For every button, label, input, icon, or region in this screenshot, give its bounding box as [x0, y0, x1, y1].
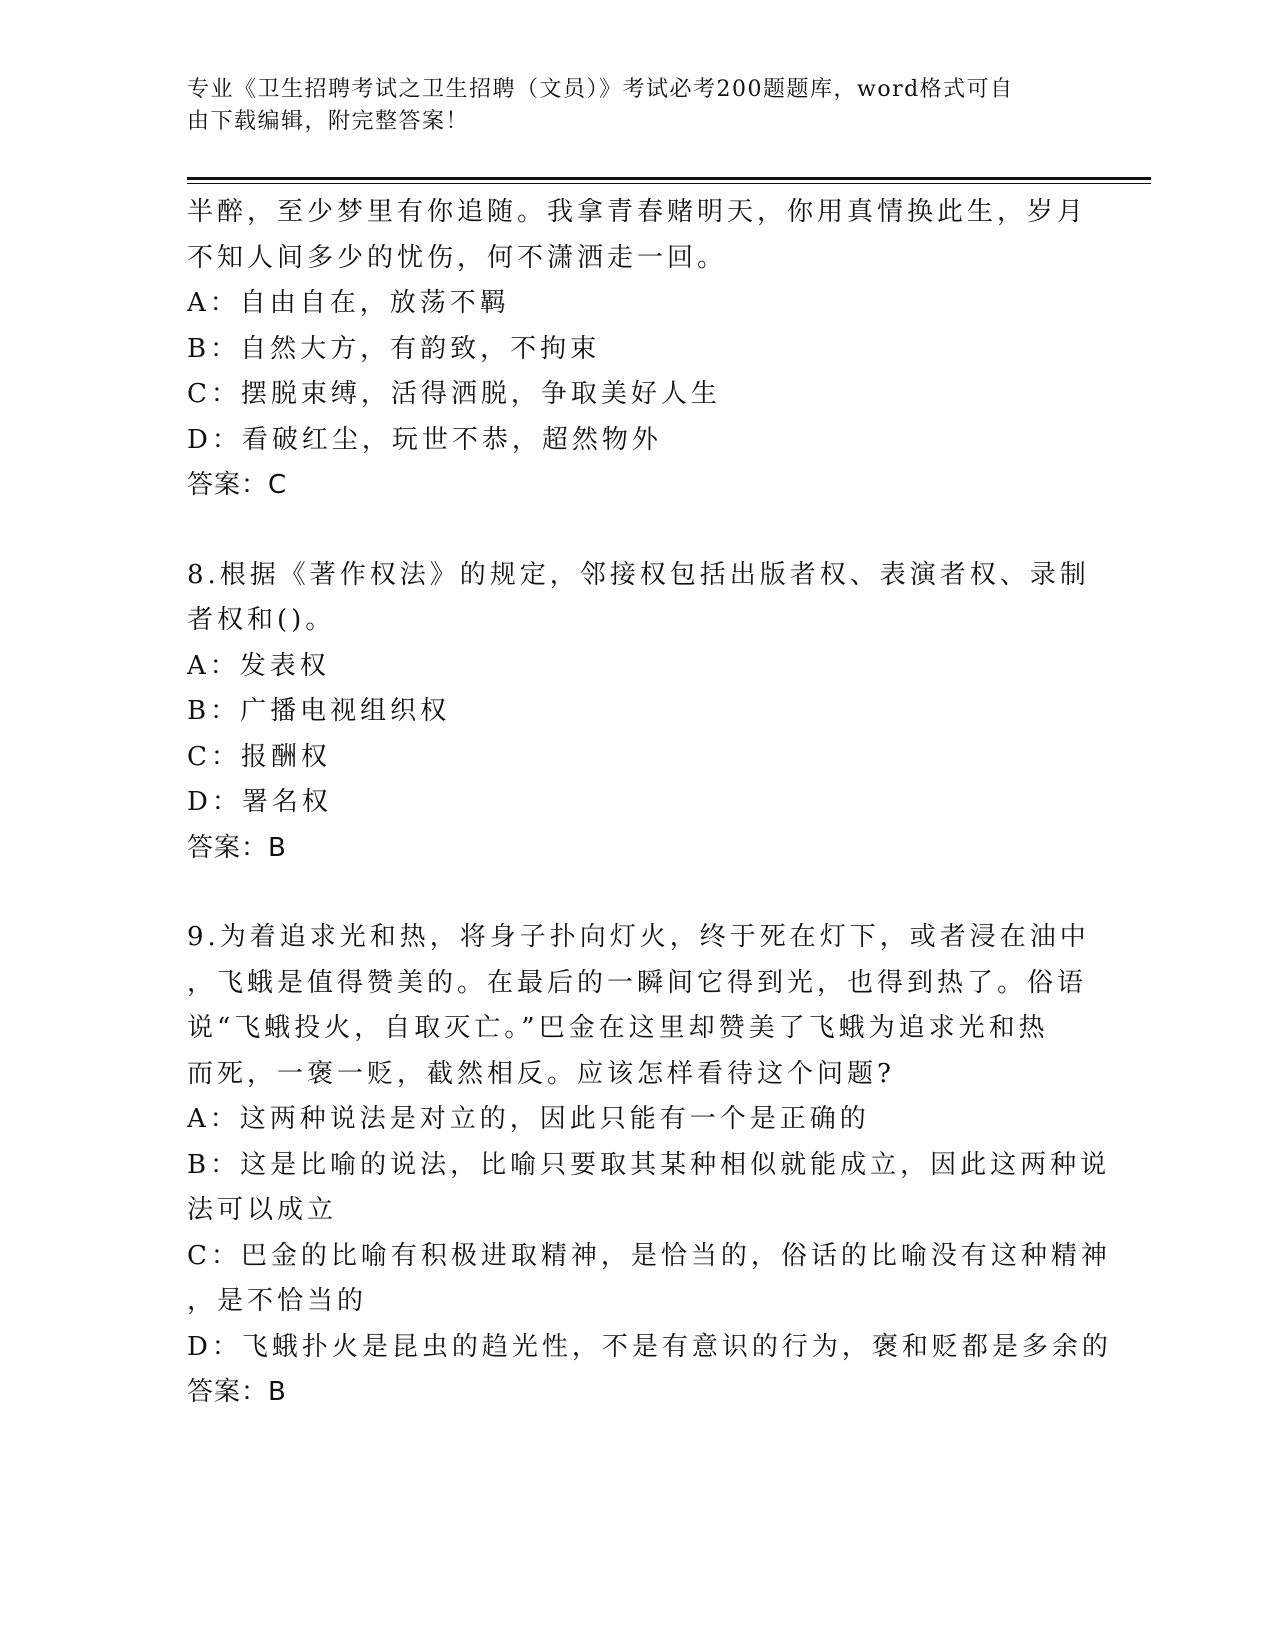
header-divider	[187, 177, 1151, 180]
option-c-continued: ，是不恰当的	[187, 1286, 368, 1316]
option-d: D：飞蛾扑火是昆虫的趋光性，不是有意识的行为，褒和贬都是多余的	[187, 1331, 1112, 1362]
question-stem-line: 说“飞蛾投火，自取灭亡。”巴金在这里却赞美了飞蛾为追求光和热	[187, 1013, 1049, 1043]
option-a: A：这两种说法是对立的，因此只能有一个是正确的	[187, 1104, 870, 1134]
question-7	[187, 190, 1087, 509]
option-d: D：署名权	[187, 787, 332, 817]
option-b: B：广播电视组织权	[187, 696, 451, 726]
answer-label: 答案：C	[187, 470, 288, 500]
question-stem-line: 9.为着追求光和热，将身子扑向灯火，终于死在灯下，或者浸在油中	[187, 922, 1090, 952]
option-b-continued: 法可以成立	[187, 1195, 338, 1225]
question-9	[187, 915, 1112, 1416]
option-c: C：摆脱束缚，活得洒脱，争取美好人生	[187, 379, 721, 409]
question-stem-line: 半醉，至少梦里有你追随。我拿青春赌明天，你用真情换此生，岁月	[187, 197, 1088, 227]
question-list	[187, 190, 1112, 1416]
question-stem-line: 者权和()。	[187, 605, 336, 635]
header-line: 由下载编辑，附完整答案！	[187, 109, 470, 134]
option-c: C：巴金的比喻有积极进取精神，是恰当的，俗话的比喻没有这种精神	[187, 1240, 1111, 1271]
answer-label: 答案：B	[187, 1377, 287, 1407]
option-a: A：自由自在，放荡不羁	[187, 288, 510, 318]
option-c: C：报酬权	[187, 741, 331, 772]
question-stem-line: 不知人间多少的忧伤，何不潇洒走一回。	[187, 242, 728, 273]
question-stem-line: ，飞蛾是值得赞美的。在最后的一瞬间它得到光，也得到热了。俗语	[187, 967, 1088, 998]
option-b: B：自然大方，有韵致，不拘束	[187, 333, 601, 364]
header-divider-thin	[187, 183, 1151, 184]
option-d: D：看破红尘，玩世不恭，超然物外	[187, 424, 662, 455]
option-b: B：这是比喻的说法，比喻只要取其某种相似就能成立，因此这两种说	[187, 1149, 1111, 1180]
header-line: 专业《卫生招聘考试之卫生招聘（文员）》考试必考200题题库，word格式可自	[187, 77, 1014, 102]
answer-label: 答案：B	[187, 832, 287, 863]
question-stem-line: 而死，一褒一贬，截然相反。应该怎样看待这个问题?	[187, 1058, 895, 1089]
option-a: A：发表权	[187, 650, 330, 681]
question-stem-line: 8.根据《著作权法》的规定，邻接权包括出版者权、表演者权、录制	[187, 559, 1090, 590]
document-header	[187, 74, 1067, 138]
question-8	[187, 553, 1090, 872]
